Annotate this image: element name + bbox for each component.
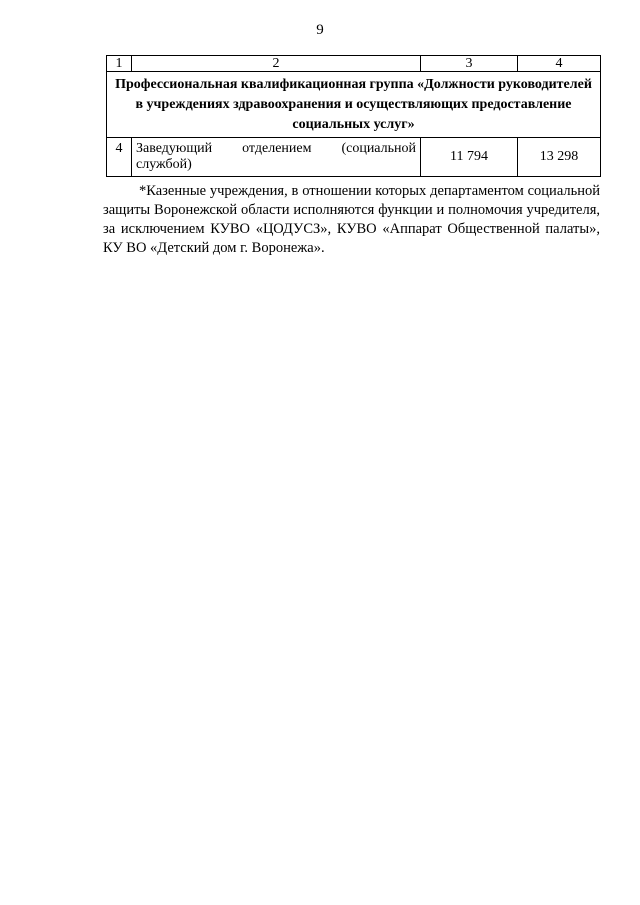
column-number-row (107, 56, 601, 72)
group-title: Профессиональная квалификационная группа «Должности руководителей в учреждениях здравоохранения и осуществляющих предоставление социальных услуг» (107, 72, 601, 138)
salary-table (106, 55, 601, 177)
row-value-col4: 13 298 (518, 138, 601, 177)
page-number: 9 (316, 22, 324, 38)
group-title-row (107, 72, 601, 138)
table-row (107, 138, 601, 177)
footnote: *Казенные учреждения, в отношении которых департаментом социальной защиты Воронежской области исполняются функции и полномочия учредителя, за исключением КУВО «ЦОДУСЗ», КУВО «Аппарат Общественной палаты», КУ ВО «Детский дом г. Воронежа». (103, 183, 600, 256)
row-number: 4 (107, 138, 132, 177)
column-number-1: 1 (107, 56, 132, 72)
column-number-2: 2 (132, 56, 421, 72)
column-number-3: 3 (421, 56, 518, 72)
row-position: Заведующий отделением (социальной службой) (132, 138, 421, 177)
row-value-col3: 11 794 (421, 138, 518, 177)
column-number-4: 4 (518, 56, 601, 72)
